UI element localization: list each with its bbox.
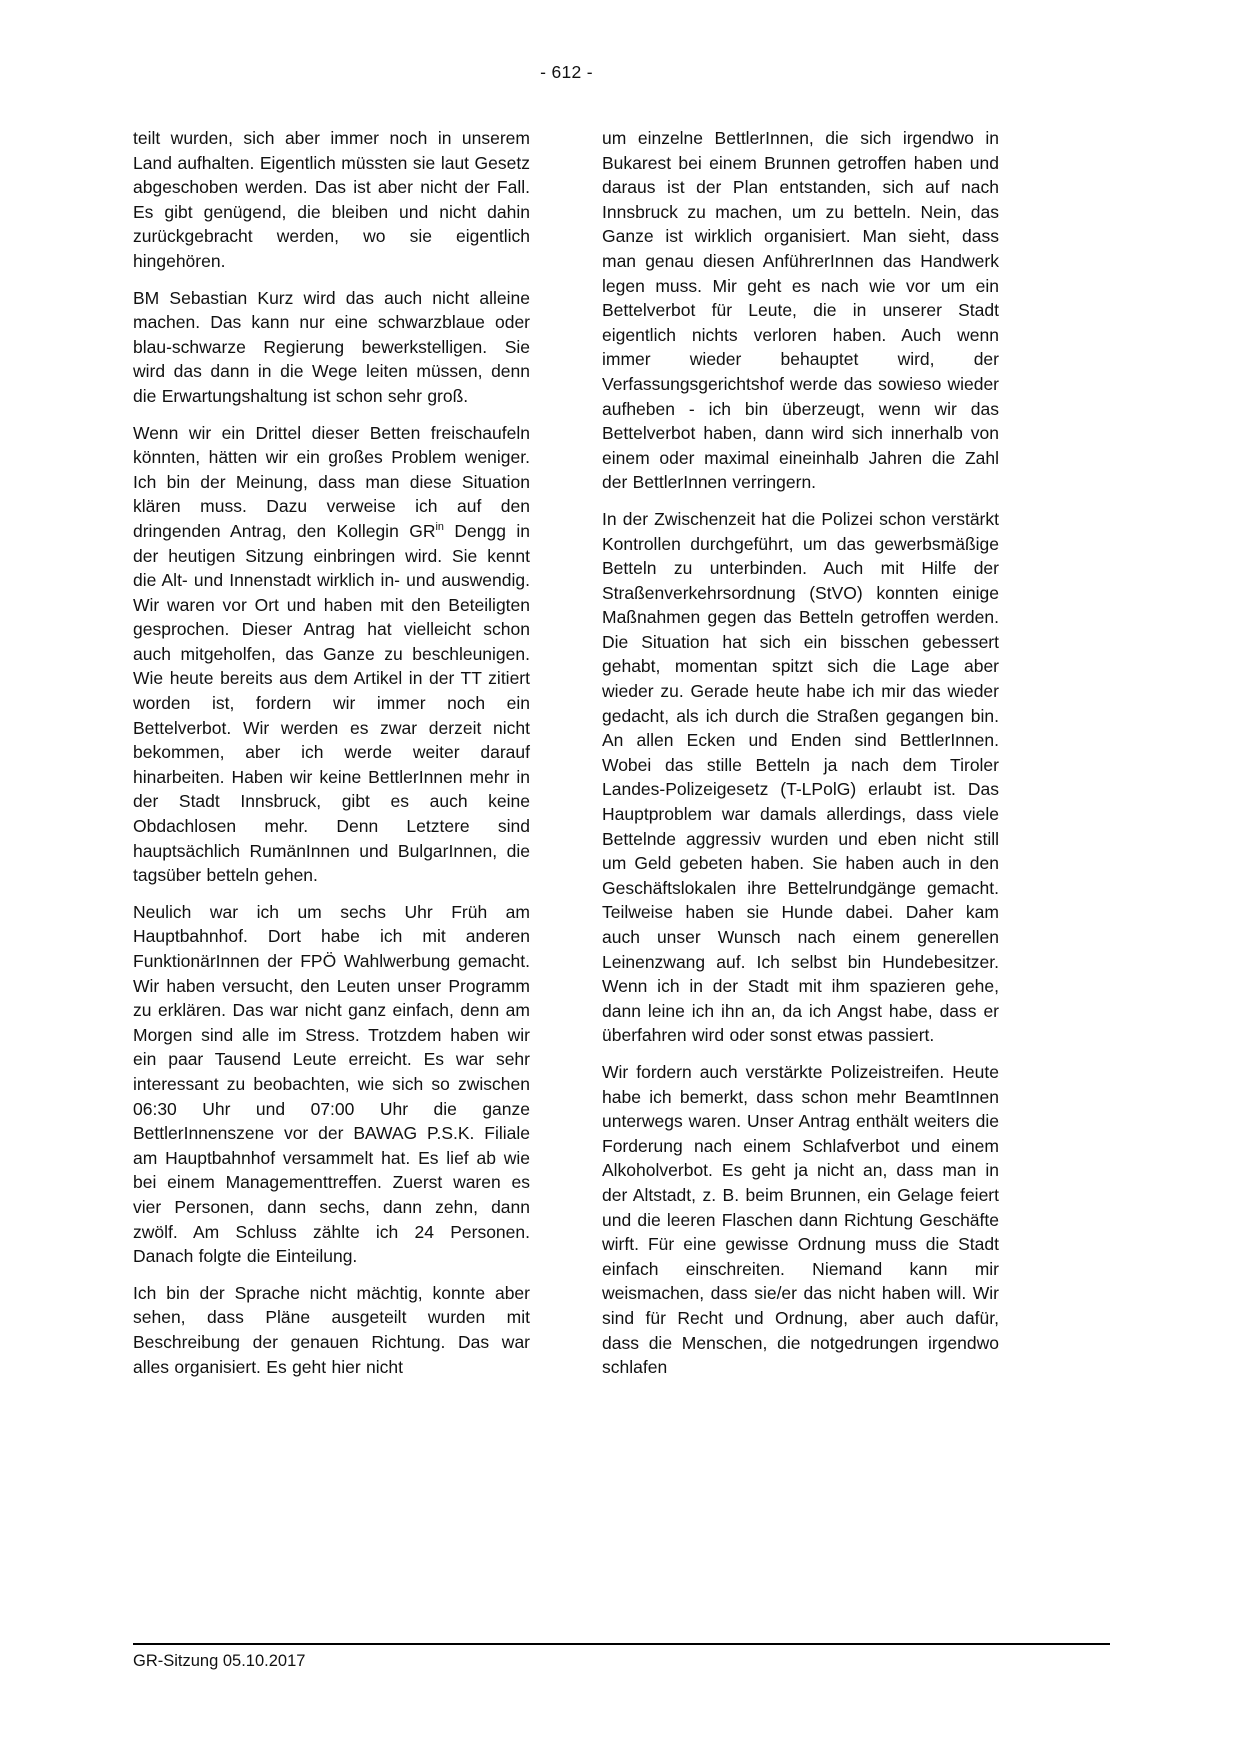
paragraph: BM Sebastian Kurz wird das auch nicht alleine machen. Das kann nur eine schwarzblaue oder blau-schwarze Regierung bewerkstelligen. Sie wird das dann in die Wege leiten müssen, denn die Erwartungshaltung ist schon sehr groß. (133, 287, 530, 406)
paragraph: In der Zwischenzeit hat die Polizei schon verstärkt Kontrollen durchgeführt, um das gewerbsmäßige Betteln zu unterbinden. Auch mit Hilfe der Straßenverkehrsordnung (StVO) konnten einige Maßnahmen gegen das Betteln getroffen werden. Die Situation hat sich ein bisschen gebessert gehabt, momentan spitzt sich die Lage aber wieder zu. Gerade heute habe ich mir das wieder gedacht, als ich durch die Straßen gegangen bin. An allen Ecken und Enden sind BettlerInnen. Wobei das stille Betteln ja nach dem Tiroler Landes-Polizeigesetz (T-LPolG) erlaubt ist. Das Hauptproblem war damals allerdings, dass viele Bettelnde aggressiv wurden und eben nicht still um Geld gebeten haben. Sie haben auch in den Geschäftslokalen ihre Bettelrundgänge gemacht. Teilweise haben sie Hunde dabei. Daher kam auch unser Wunsch nach einem generellen Leinenzwang auf. Ich selbst bin Hundebesitzer. Wenn ich in der Stadt mit ihm spazieren gehe, dann leine ich ihn an, da ich Angst habe, dass er überfahren wird oder sonst etwas passiert. (602, 508, 999, 1046)
text-column-right (602, 126, 999, 1392)
page-body (133, 126, 999, 1392)
footer-text: GR-Sitzung 05.10.2017 (133, 1652, 306, 1670)
text-column-left (133, 126, 530, 1392)
page-footer (133, 1643, 1110, 1671)
paragraph: Wir fordern auch verstärkte Polizeistreifen. Heute habe ich bemerkt, dass schon mehr BeamtInnen unterwegs waren. Unser Antrag enthält weiters die Forderung nach einem Schlafverbot und einem Alkoholverbot. Es geht ja nicht an, dass man in der Altstadt, z. B. beim Brunnen, ein Gelage feiert und die leeren Flaschen dann Richtung Geschäfte wirft. Für eine gewisse Ordnung muss die Stadt einfach einschreiten. Niemand kann mir weismachen, dass sie/er das nicht haben will. Wir sind für Recht und Ordnung, aber auch dafür, dass die Menschen, die notgedrungen irgendwo schlafen (602, 1061, 999, 1378)
paragraph-text: Dengg in der heutigen Sitzung einbringen wird. Sie kennt die Alt- und Innenstadt wirklich in- und auswendig. Wir waren vor Ort und haben mit den Beteiligten gesprochen. Dieser Antrag hat vielleicht schon auch mitgeholfen, das Ganze zu beschleunigen. Wie heute bereits aus dem Artikel in der TT zitiert worden ist, fordern wir immer noch ein Bettelverbot. Wir werden es zwar derzeit nicht bekommen, aber ich werde weiter darauf hinarbeiten. Haben wir keine BettlerInnen mehr in der Stadt Innsbruck, gibt es auch keine Obdachlosen mehr. Denn Letztere sind hauptsächlich RumänInnen und BulgarInnen, die tagsüber betteln gehen. (133, 520, 530, 886)
paragraph: Ich bin der Sprache nicht mächtig, konnte aber sehen, dass Pläne ausgeteilt wurden mit Beschreibung der genauen Richtung. Das war alles organisiert. Es geht hier nicht (133, 1282, 530, 1377)
paragraph: um einzelne BettlerInnen, die sich irgendwo in Bukarest bei einem Brunnen getroffen haben und daraus ist der Plan entstanden, sich auf nach Innsbruck zu machen, um zu betteln. Nein, das Ganze ist wirklich organisiert. Man sieht, dass man genau diesen AnführerInnen das Handwerk legen muss. Mir geht es nach wie vor um ein Bettelverbot für Leute, die in unserer Stadt eigentlich nichts verloren haben. Auch wenn immer wieder behauptet wird, der Verfassungsgerichtshof werde das sowieso wieder aufheben - ich bin überzeugt, wenn wir das Bettelverbot haben, dann wird sich innerhalb von einem oder maximal eineinhalb Jahren die Zahl der BettlerInnen verringern. (602, 128, 999, 493)
paragraph: Neulich war ich um sechs Uhr Früh am Hauptbahnhof. Dort habe ich mit anderen FunktionärInnen der FPÖ Wahlwerbung gemacht. Wir haben versucht, den Leuten unser Programm zu erklären. Das war nicht ganz einfach, denn am Morgen sind alle im Stress. Trotzdem haben wir ein paar Tausend Leute erreicht. Es war sehr interessant zu beobachten, wie sich so zwischen 06:30 Uhr und 07:00 Uhr die ganze BettlerInnenszene vor der BAWAG P.S.K. Filiale am Hauptbahnhof versammelt hat. Es lief ab wie bei einem Managementtreffen. Zuerst waren es vier Personen, dann sechs, dann zehn, dann zwölf. Am Schluss zählte ich 24 Personen. Danach folgte die Einteilung. (133, 901, 530, 1267)
paragraph-text: Wenn wir ein Drittel dieser Betten freischaufeln könnten, hätten wir ein großes Problem weniger. Ich bin der Meinung, dass man diese Situation klären muss. Dazu verweise ich auf den dringenden Antrag, den Kollegin GR (133, 422, 530, 541)
superscript: in (435, 521, 444, 534)
paragraph (133, 421, 530, 888)
paragraph: teilt wurden, sich aber immer noch in unserem Land aufhalten. Eigentlich müssten sie laut Gesetz abgeschoben werden. Das ist aber nicht der Fall. Es gibt genügend, die bleiben und nicht dahin zurückgebracht werden, wo sie eigentlich hingehören. (133, 128, 530, 271)
page-number: - 612 - (540, 62, 593, 82)
